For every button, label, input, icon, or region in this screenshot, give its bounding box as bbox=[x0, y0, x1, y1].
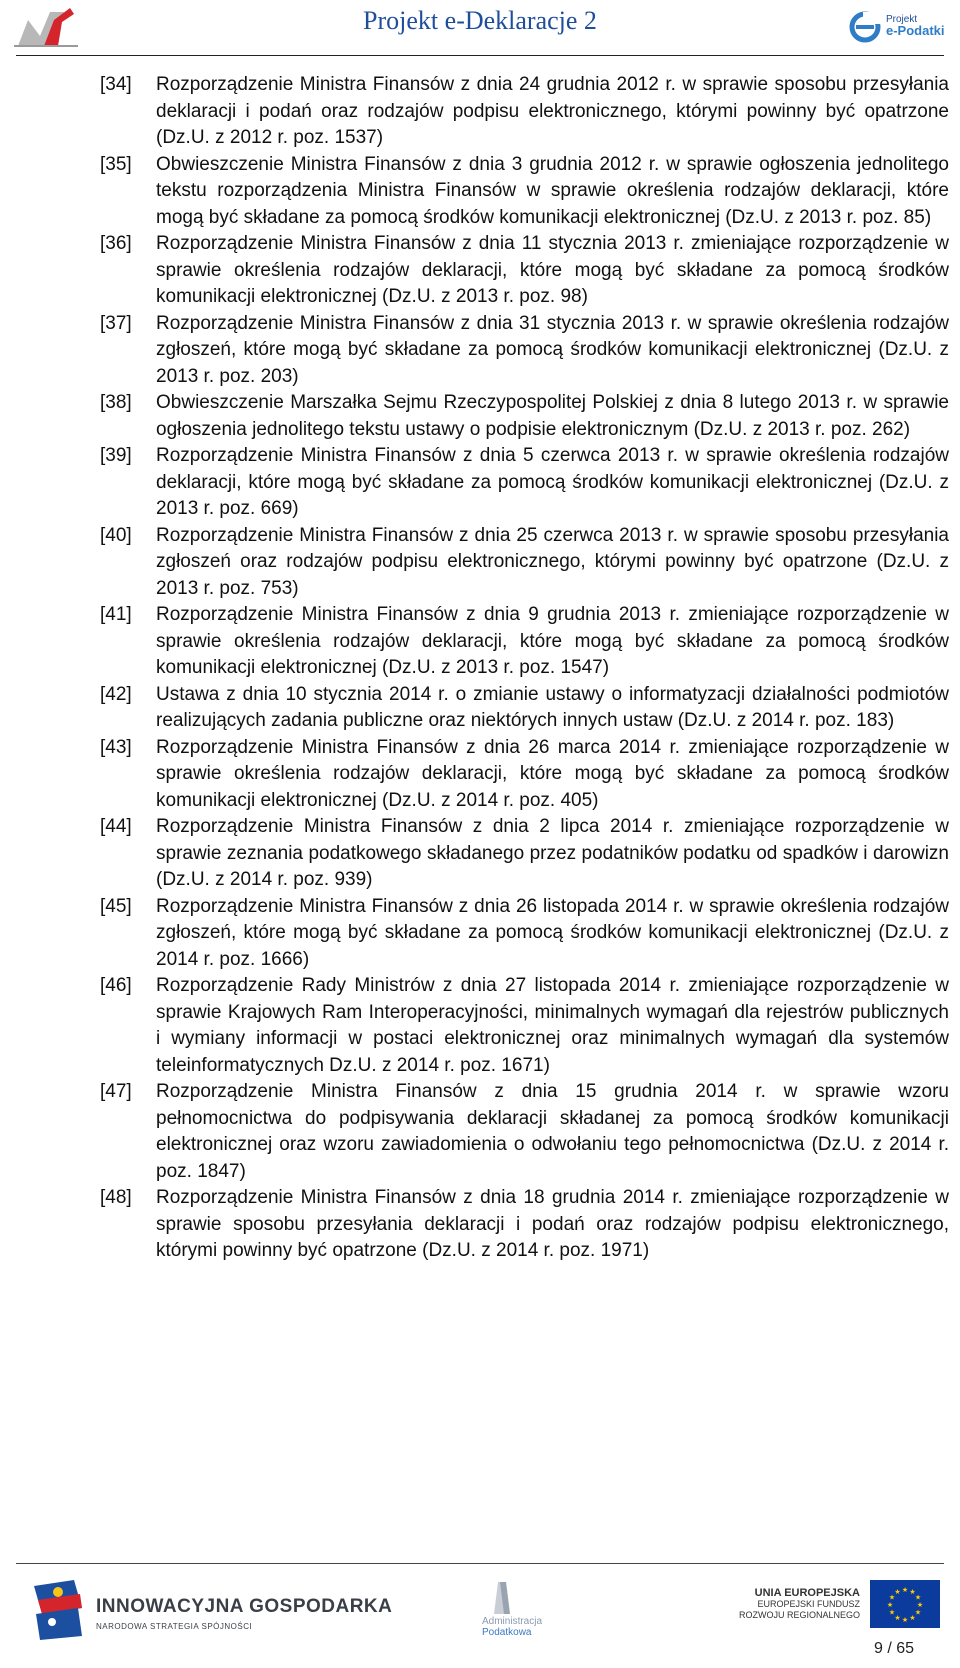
eu-star-icon: ★ bbox=[901, 1587, 909, 1594]
bibliography-entry bbox=[0, 973, 960, 1079]
entry-text: Rozporządzenie Ministra Finansów z dnia 5 czerwca 2013 r. w sprawie określenia rodzajów deklaracji, które mogą być składane za pomocą środków komunikacji elektronicznej (Dz.U. z 2013 r. poz. 669) bbox=[156, 445, 949, 519]
eu-star-icon: ★ bbox=[894, 1589, 901, 1597]
entry-number: [41] bbox=[100, 604, 132, 625]
eu-star-icon: ★ bbox=[916, 1602, 924, 1609]
bibliography-entry bbox=[0, 523, 960, 603]
eu-star-icon: ★ bbox=[909, 1589, 916, 1597]
eu-logo bbox=[720, 1580, 942, 1636]
admin-logo-line-2: Podatkowa bbox=[482, 1627, 532, 1638]
eu-star-icon: ★ bbox=[888, 1609, 896, 1617]
bibliography-list bbox=[0, 72, 960, 1265]
entry-text: Rozporządzenie Ministra Finansów z dnia 15 grudnia 2014 r. w sprawie wzoru pełnomocnictwa do podpisywania deklaracji składanej za pomocą środków komunikacji elektronicznej oraz wzoru zawiadomienia o odwołaniu tego pełnomocnictwa (Dz.U. z 2014 r. poz. 1847) bbox=[156, 1081, 949, 1182]
entry-number: [47] bbox=[100, 1081, 132, 1102]
bibliography-entry bbox=[0, 602, 960, 682]
entry-text: Rozporządzenie Rady Ministrów z dnia 27 listopada 2014 r. zmieniające rozporządzenie w sprawie Krajowych Ram Interoperacyjności, minimalnych wymagań dla rejestrów publicznych i wymiany informacji w postaci elektronicznej oraz minimalnych wymagań dla systemów teleinformatycznych Dz.U. z 2014 r. poz. 1671) bbox=[156, 975, 949, 1076]
bibliography-entry bbox=[0, 814, 960, 894]
e-podatki-logo bbox=[848, 10, 948, 46]
e-podatki-icon bbox=[848, 10, 882, 44]
page-footer bbox=[0, 1568, 960, 1668]
eu-star-icon: ★ bbox=[914, 1594, 922, 1602]
eu-line-2: EUROPEJSKI FUNDUSZ bbox=[757, 1599, 860, 1609]
fund-logo-title: INNOWACYJNA GOSPODARKA bbox=[96, 1596, 393, 1617]
entry-number: [35] bbox=[100, 153, 132, 175]
bibliography-entry bbox=[0, 390, 960, 443]
eu-star-icon: ★ bbox=[901, 1617, 909, 1624]
entry-number: [48] bbox=[100, 1187, 132, 1208]
eu-line-1: UNIA EUROPEJSKA bbox=[754, 1587, 860, 1599]
header-divider bbox=[16, 55, 944, 56]
entry-number: [43] bbox=[100, 736, 132, 758]
entry-text: Rozporządzenie Ministra Finansów z dnia 9 grudnia 2013 r. zmieniające rozporządzenie w sprawie określenia rodzajów deklaracji, które mogą być składane za pomocą środków komunikacji elektronicznej (Dz.U. z 2013 r. poz. 1547) bbox=[156, 604, 949, 678]
entry-number: [42] bbox=[100, 683, 132, 705]
entry-number: [37] bbox=[100, 312, 132, 334]
bibliography-entry bbox=[0, 72, 960, 152]
entry-text: Rozporządzenie Ministra Finansów z dnia 26 listopada 2014 r. w sprawie określenia rodzajów zgłoszeń, które mogą być składane za pomocą środków komunikacji elektronicznej (Dz.U. z 2014 r. poz. 1666) bbox=[156, 895, 949, 970]
entry-text: Obwieszczenie Marszałka Sejmu Rzeczypospolitej Polskiej z dnia 8 lutego 2013 r. w sprawie ogłoszenia jednolitego tekstu ustawy o podpisie elektronicznym (Dz.U. z 2013 r. poz. 262) bbox=[156, 392, 949, 440]
entry-text: Ustawa z dnia 10 stycznia 2014 r. o zmianie ustawy o informatyzacji działalności podmiotów realizujących zadania publiczne oraz niektórych innych ustaw (Dz.U. z 2014 r. poz. 183) bbox=[156, 683, 949, 731]
entry-text: Rozporządzenie Ministra Finansów z dnia 11 stycznia 2013 r. zmieniające rozporządzenie w sprawie określenia rodzajów deklaracji, które mogą być składane za pomocą środków komunikacji elektronicznej (Dz.U. z 2013 r. poz. 98) bbox=[156, 233, 949, 307]
document-title: Projekt e-Deklaracje 2 bbox=[363, 6, 597, 35]
bibliography-entry bbox=[0, 682, 960, 735]
eu-line-3: ROZWOJU REGIONALNEGO bbox=[738, 1610, 860, 1620]
entry-number: [34] bbox=[100, 74, 132, 95]
entry-number: [46] bbox=[100, 975, 132, 996]
entry-number: [38] bbox=[100, 392, 132, 413]
entry-number: [40] bbox=[100, 524, 132, 546]
bibliography-entry bbox=[0, 152, 960, 232]
eu-star-icon: ★ bbox=[886, 1602, 894, 1609]
entry-number: [39] bbox=[100, 445, 132, 466]
entry-text: Rozporządzenie Ministra Finansów z dnia 25 czerwca 2013 r. w sprawie sposobu przesyłania zgłoszeń oraz rodzajów podpisu elektronicznego, którymi powinny być opatrzone (Dz.U. z 2013 r. poz. 753) bbox=[156, 524, 949, 599]
page-number: 9 / 65 bbox=[873, 1640, 914, 1657]
footer-divider bbox=[16, 1563, 944, 1564]
entry-text: Rozporządzenie Ministra Finansów z dnia 18 grudnia 2014 r. zmieniające rozporządzenie w sprawie sposobu przesyłania deklaracji i podań oraz rodzajów podpisu elektronicznego, którymi powinny być opatrzone (Dz.U. z 2014 r. poz. 1971) bbox=[156, 1187, 949, 1261]
eu-star-icon: ★ bbox=[894, 1614, 901, 1622]
entry-text: Rozporządzenie Ministra Finansów z dnia 31 stycznia 2013 r. w sprawie określenia rodzajów zgłoszeń, które mogą być składane za pomocą środków komunikacji elektronicznej (Dz.U. z 2013 r. poz. 203) bbox=[156, 312, 949, 387]
eu-star-icon: ★ bbox=[909, 1614, 916, 1622]
logo-line-1: Projekt bbox=[886, 14, 918, 25]
entry-number: [44] bbox=[100, 816, 132, 837]
bibliography-entry bbox=[0, 443, 960, 523]
fund-logo-subtitle: NARODOWA STRATEGIA SPÓJNOŚCI bbox=[96, 1622, 253, 1631]
bibliography-entry bbox=[0, 231, 960, 311]
entry-number: [45] bbox=[100, 895, 132, 917]
page-header bbox=[0, 0, 960, 56]
entry-number: [36] bbox=[100, 233, 132, 254]
innowacyjna-gospodarka-logo bbox=[30, 1578, 393, 1640]
admin-building-icon bbox=[480, 1576, 520, 1616]
entry-text: Rozporządzenie Ministra Finansów z dnia 24 grudnia 2012 r. w sprawie sposobu przesyłania deklaracji i podań oraz rodzajów podpisu elektronicznego, którymi powinny być opatrzone (Dz.U. z 2012 r. poz. 1537) bbox=[156, 74, 949, 148]
administracja-podatkowa-logo bbox=[470, 1576, 560, 1656]
poland-flag-icon bbox=[30, 1578, 86, 1640]
entry-text: Rozporządzenie Ministra Finansów z dnia 2 lipca 2014 r. zmieniające rozporządzenie w sprawie zeznania podatkowego składanego przez podatników podatku od spadków i darowizn (Dz.U. z 2014 r. poz. 939) bbox=[156, 816, 949, 890]
bibliography-entry bbox=[0, 894, 960, 974]
bibliography-entry bbox=[0, 1185, 960, 1265]
eu-flag-icon bbox=[870, 1580, 940, 1628]
bibliography-entry bbox=[0, 735, 960, 815]
entry-text: Obwieszczenie Ministra Finansów z dnia 3 grudnia 2012 r. w sprawie ogłoszenia jednolitego tekstu rozporządzenia Ministra Finansów w sprawie określenia rodzajów deklaracji, które mogą być składane za pomocą środków komunikacji elektronicznej (Dz.U. z 2013 r. poz. 85) bbox=[156, 153, 949, 228]
eu-star-icon: ★ bbox=[888, 1594, 896, 1602]
bibliography-entry bbox=[0, 311, 960, 391]
logo-line-2: e-Podatki bbox=[886, 23, 945, 38]
bibliography-entry bbox=[0, 1079, 960, 1185]
admin-logo-line-1: Administracja bbox=[482, 1616, 543, 1627]
eu-star-icon: ★ bbox=[914, 1609, 922, 1617]
entry-text: Rozporządzenie Ministra Finansów z dnia 26 marca 2014 r. zmieniające rozporządzenie w sprawie określenia rodzajów deklaracji, które mogą być składane za pomocą środków komunikacji elektronicznej (Dz.U. z 2014 r. poz. 405) bbox=[156, 736, 949, 811]
